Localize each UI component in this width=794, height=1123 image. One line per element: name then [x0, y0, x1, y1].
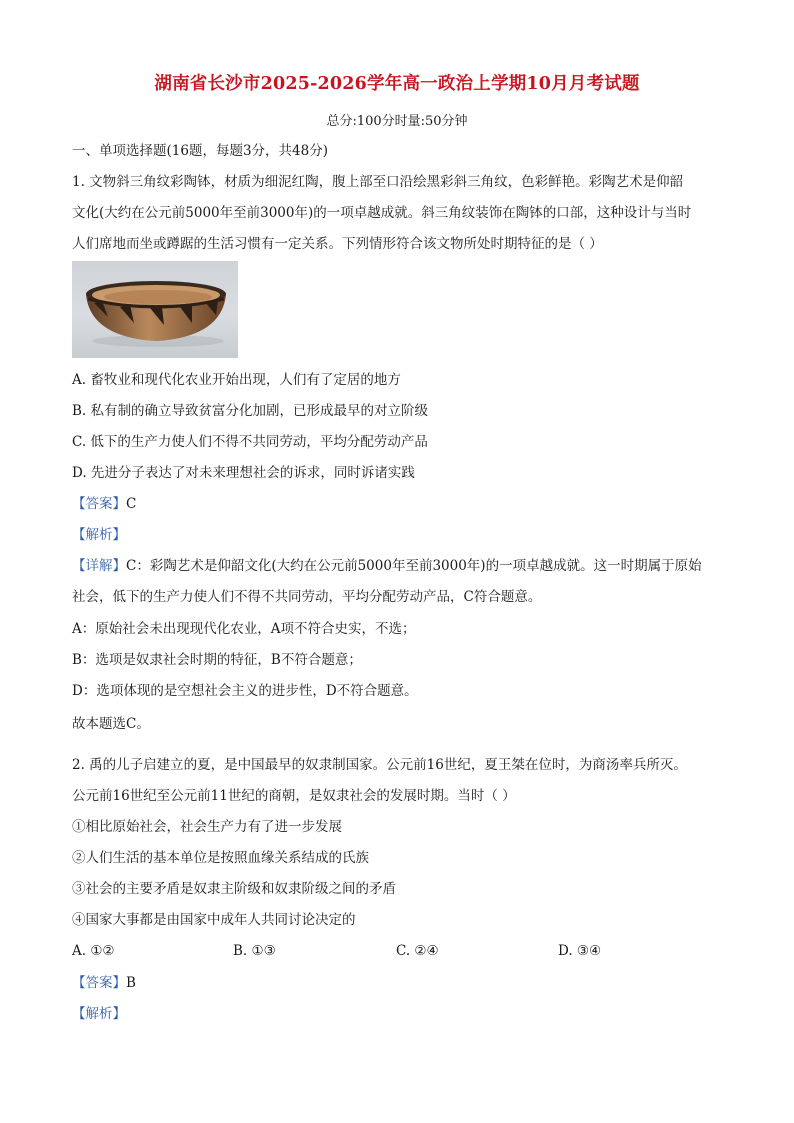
page-title: 湖南省长沙市2025-2026学年高一政治上学期10月月考试题	[154, 74, 640, 94]
q2-statement-3: ③社会的主要矛盾是奴隶主阶级和奴隶阶级之间的矛盾	[72, 881, 396, 897]
q2-choice-d: D. ③④	[558, 943, 602, 959]
q1-detail-line-2: 社会，低下的生产力使人们不得不共同劳动，平均分配劳动产品，C符合题意。	[72, 589, 542, 605]
painted-pottery-bowl-icon	[72, 261, 238, 358]
q1-detail-line-4: B：选项是奴隶社会时期的特征，B不符合题意；	[72, 652, 362, 668]
q2-answer	[72, 974, 732, 992]
q1-stem-line-3: 人们席地而坐或蹲踞的生活习惯有一定关系。下列情形符合该文物所处时期特征的是（ ）	[72, 236, 603, 252]
q1-option-a: A. 畜牧业和现代化农业开始出现，人们有了定居的地方	[72, 372, 401, 388]
q1-stem-line-2: 文化(大约在公元前5000年至前3000年)的一项卓越成就。斜三角纹装饰在陶钵的口部，这种设计与当时	[72, 205, 692, 221]
section-heading: 一、单项选择题(16题，每题3分，共48分)	[72, 143, 328, 159]
q1-conclusion: 故本题选C。	[72, 716, 150, 732]
q1-option-b: B. 私有制的确立导致贫富分化加剧，已形成最早的对立阶级	[72, 403, 429, 419]
q2-choice-c: C. ②④	[396, 943, 439, 959]
q1-option-d: D. 先进分子表达了对未来理想社会的诉求，同时诉诸实践	[72, 465, 415, 481]
detail-label: 【详解】	[72, 558, 126, 574]
q2-stem-line-2: 公元前16世纪至公元前11世纪的商朝，是奴隶社会的发展时期。当时（ ）	[72, 788, 516, 804]
pottery-bowl-photo	[72, 261, 238, 358]
score-time-info: 总分:100分时量:50分钟	[326, 114, 468, 129]
q1-detail-line-3: A：原始社会未出现现代化农业，A项不符合史实，不选；	[72, 621, 416, 637]
q2-statement-1: ①相比原始社会，社会生产力有了进一步发展	[72, 819, 342, 835]
q2-statement-4: ④国家大事都是由国家中成年人共同讨论决定的	[72, 912, 356, 928]
answer-label: 【答案】	[72, 975, 126, 991]
q2-choice-a: A. ①②	[72, 943, 115, 959]
q2-stem-line-1: 2. 禹的儿子启建立的夏，是中国最早的奴隶制国家。公元前16世纪，夏王桀在位时，为商汤率兵所灭。	[72, 757, 687, 773]
q1-stem-line-1: 1. 文物斜三角纹彩陶钵，材质为细泥红陶，腹上部至口沿绘黑彩斜三角纹，色彩鲜艳。彩陶艺术是仰韶	[72, 174, 684, 190]
q2-analysis-label: 【解析】	[72, 1006, 126, 1022]
q1-detail-line-5: D：选项体现的是空想社会主义的进步性，D不符合题意。	[72, 683, 418, 699]
q2-statement-2: ②人们生活的基本单位是按照血缘关系结成的氏族	[72, 850, 369, 866]
q2-choice-b: B. ①③	[233, 943, 276, 959]
q1-detail-line-1	[72, 557, 732, 575]
answer-value: B	[126, 975, 136, 991]
answer-value: C	[126, 496, 137, 512]
q2-choices	[72, 943, 732, 961]
q1-analysis-label: 【解析】	[72, 527, 126, 543]
detail-text: C：彩陶艺术是仰韶文化(大约在公元前5000年至前3000年)的一项卓越成就。这一时期属于原始	[126, 558, 702, 574]
q1-answer	[72, 495, 732, 513]
answer-label: 【答案】	[72, 496, 126, 512]
q1-option-c: C. 低下的生产力使人们不得不共同劳动，平均分配劳动产品	[72, 434, 428, 450]
